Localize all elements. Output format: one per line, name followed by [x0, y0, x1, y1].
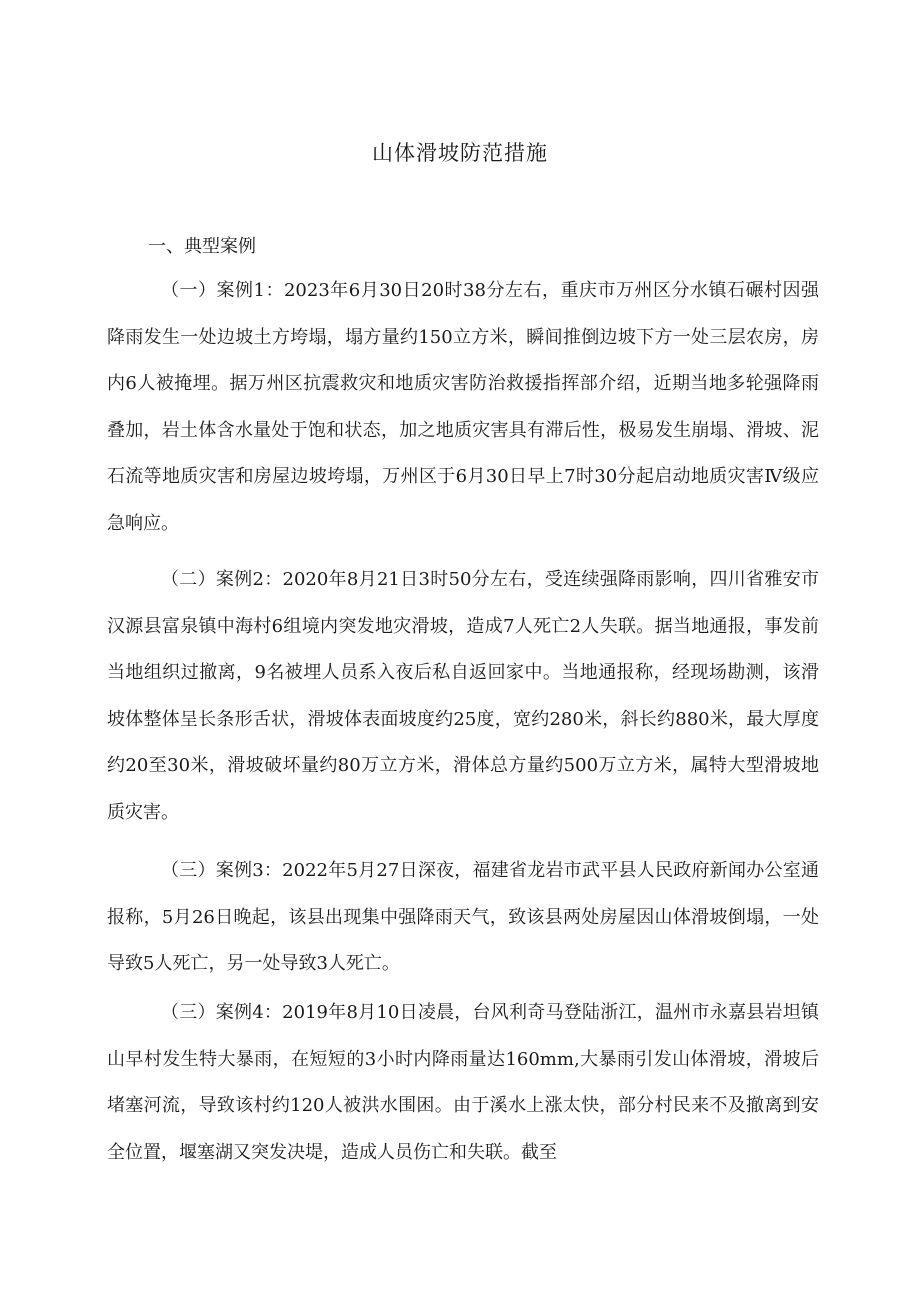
section-heading: 一、典型案例	[148, 236, 256, 257]
case-4-paragraph: （三）案例4：2019年8月10日凌晨，台风利奇马登陆浙江，温州市永嘉县岩坦镇山早村发生特大暴雨，在短短的3小时内降雨量达160mm,大暴雨引发山体滑坡，滑坡后堵塞河流，导致该村约120人被洪水围困。由于溪水上涨太快，部分村民来不及撤离到安全位置，堰塞湖又突发决堤，造成人员伤亡和失联。截至	[107, 1002, 819, 1163]
case-1-paragraph: （一）案例1：2023年6月30日20时38分左右，重庆市万州区分水镇石碾村因强降雨发生一处边坡土方垮塌，塌方量约150立方米，瞬间推倒边坡下方一处三层农房，房内6人被掩埋。据万州区抗震救灾和地质灾害防治救援指挥部介绍，近期当地多轮强降雨叠加，岩土体含水量处于饱和状态，加之地质灾害具有滞后性，极易发生崩塌、滑坡、泥石流等地质灾害和房屋边坡垮塌，万州区于6月30日早上7时30分起启动地质灾害Ⅳ级应急响应。	[107, 280, 819, 534]
case-3-paragraph: （三）案例3：2022年5月27日深夜，福建省龙岩市武平县人民政府新闻办公室通报称，5月26日晚起，该县出现集中强降雨天气，致该县两处房屋因山体滑坡倒塌，一处导致5人死亡，另一处导致3人死亡。	[107, 860, 819, 974]
document-title: 山体滑坡防范措施	[372, 141, 548, 165]
case-2-paragraph: （二）案例2：2020年8月21日3时50分左右，受连续强降雨影响，四川省雅安市汉源县富泉镇中海村6组境内突发地灾滑坡，造成7人死亡2人失联。据当地通报，事发前当地组织过撤离，9名被埋人员系入夜后私自返回家中。当地通报称，经现场勘测，该滑坡体整体呈长条形舌状，滑坡体表面坡度约25度，宽约280米，斜长约880米，最大厚度约20至30米，滑坡破坏量约80万立方米，滑体总方量约500万立方米，属特大型滑坡地质灾害。	[107, 569, 819, 823]
